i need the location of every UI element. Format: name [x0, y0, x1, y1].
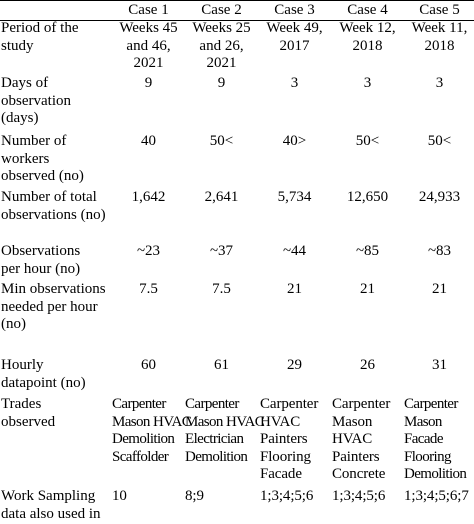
cell-trades-case-4: Carpenter Mason HVAC Painters Concrete	[332, 396, 391, 483]
header-case-2: Case 2	[201, 2, 242, 18]
cell-period-case-2: Weeks 25 and 26, 2021	[192, 20, 251, 72]
cell-hourly-case-1: 60	[141, 357, 156, 373]
cell-period-case-4: Week 12, 2018	[339, 20, 396, 54]
header-case-3: Case 3	[274, 2, 315, 18]
cell-per-hour-case-2: ~37	[209, 243, 234, 259]
cell-total-case-3: 5,734	[277, 189, 312, 205]
cell-workers-case-2: 50<	[209, 133, 234, 149]
cell-days-case-1: 9	[144, 75, 153, 91]
row-label-min-observations: Min observations needed per hour (no)	[1, 281, 106, 333]
cell-workers-case-4: 50<	[355, 133, 380, 149]
row-label-days: Days of observation (days)	[1, 75, 71, 127]
cell-hourly-case-2: 61	[214, 357, 229, 373]
cell-used-in-case-2: 8;9	[185, 488, 204, 504]
cell-per-hour-case-4: ~85	[355, 243, 380, 259]
cell-per-hour-case-1: ~23	[136, 243, 161, 259]
cell-used-in-case-5: 1;3;4;5;6;7	[404, 488, 469, 504]
cell-period-case-3: Week 49, 2017	[266, 20, 323, 54]
cell-days-case-4: 3	[363, 75, 372, 91]
header-case-1: Case 1	[128, 2, 169, 18]
top-rule	[0, 0, 474, 1]
cell-trades-case-2: Carpenter Mason HVAC Electrician Demolition	[185, 396, 265, 465]
cell-trades-case-3: Carpenter HVAC Painters Flooring Facade	[260, 396, 319, 483]
row-label-total-observations: Number of total observations (no)	[1, 189, 106, 223]
cell-workers-case-3: 40>	[282, 133, 307, 149]
cell-hourly-case-4: 26	[360, 357, 375, 373]
cell-per-hour-case-3: ~44	[282, 243, 307, 259]
cell-days-case-2: 9	[217, 75, 226, 91]
cell-used-in-case-3: 1;3;4;5;6	[260, 488, 314, 504]
cell-used-in-case-4: 1;3;4;5;6	[332, 488, 386, 504]
cell-period-case-5: Week 11, 2018	[411, 20, 468, 54]
cell-trades-case-1: Carpenter Mason HVAC Demolition Scaffolder	[112, 396, 192, 465]
cell-hourly-case-3: 29	[287, 357, 302, 373]
cell-total-case-4: 12,650	[346, 189, 389, 205]
cell-total-case-5: 24,933	[418, 189, 461, 205]
row-label-period: Period of the study	[1, 20, 79, 54]
cell-trades-case-5: Carpenter Mason Facade Flooring Demolition	[404, 396, 467, 483]
cell-workers-case-1: 40	[141, 133, 156, 149]
cell-total-case-2: 2,641	[204, 189, 239, 205]
row-label-hourly-datapoint: Hourly datapoint (no)	[1, 357, 86, 391]
cell-min-case-4: 21	[360, 281, 375, 297]
cell-workers-case-5: 50<	[427, 133, 452, 149]
row-label-workers: Number of workers observed (no)	[1, 133, 84, 185]
cell-hourly-case-5: 31	[432, 357, 447, 373]
cell-days-case-5: 3	[435, 75, 444, 91]
cell-total-case-1: 1,642	[131, 189, 166, 205]
cell-min-case-2: 7.5	[212, 281, 231, 297]
cell-min-case-3: 21	[287, 281, 302, 297]
header-case-4: Case 4	[347, 2, 388, 18]
row-label-trades: Trades observed	[1, 396, 56, 430]
cell-period-case-1: Weeks 45 and 46, 2021	[119, 20, 178, 72]
cell-min-case-5: 21	[432, 281, 447, 297]
row-label-work-sampling: Work Sampling data also used in	[1, 488, 101, 522]
cell-days-case-3: 3	[290, 75, 299, 91]
cell-used-in-case-1: 10	[112, 488, 127, 504]
cell-per-hour-case-5: ~83	[427, 243, 452, 259]
row-label-observations-per-hour: Observations per hour (no)	[1, 243, 81, 277]
header-case-5: Case 5	[419, 2, 460, 18]
cell-min-case-1: 7.5	[139, 281, 158, 297]
